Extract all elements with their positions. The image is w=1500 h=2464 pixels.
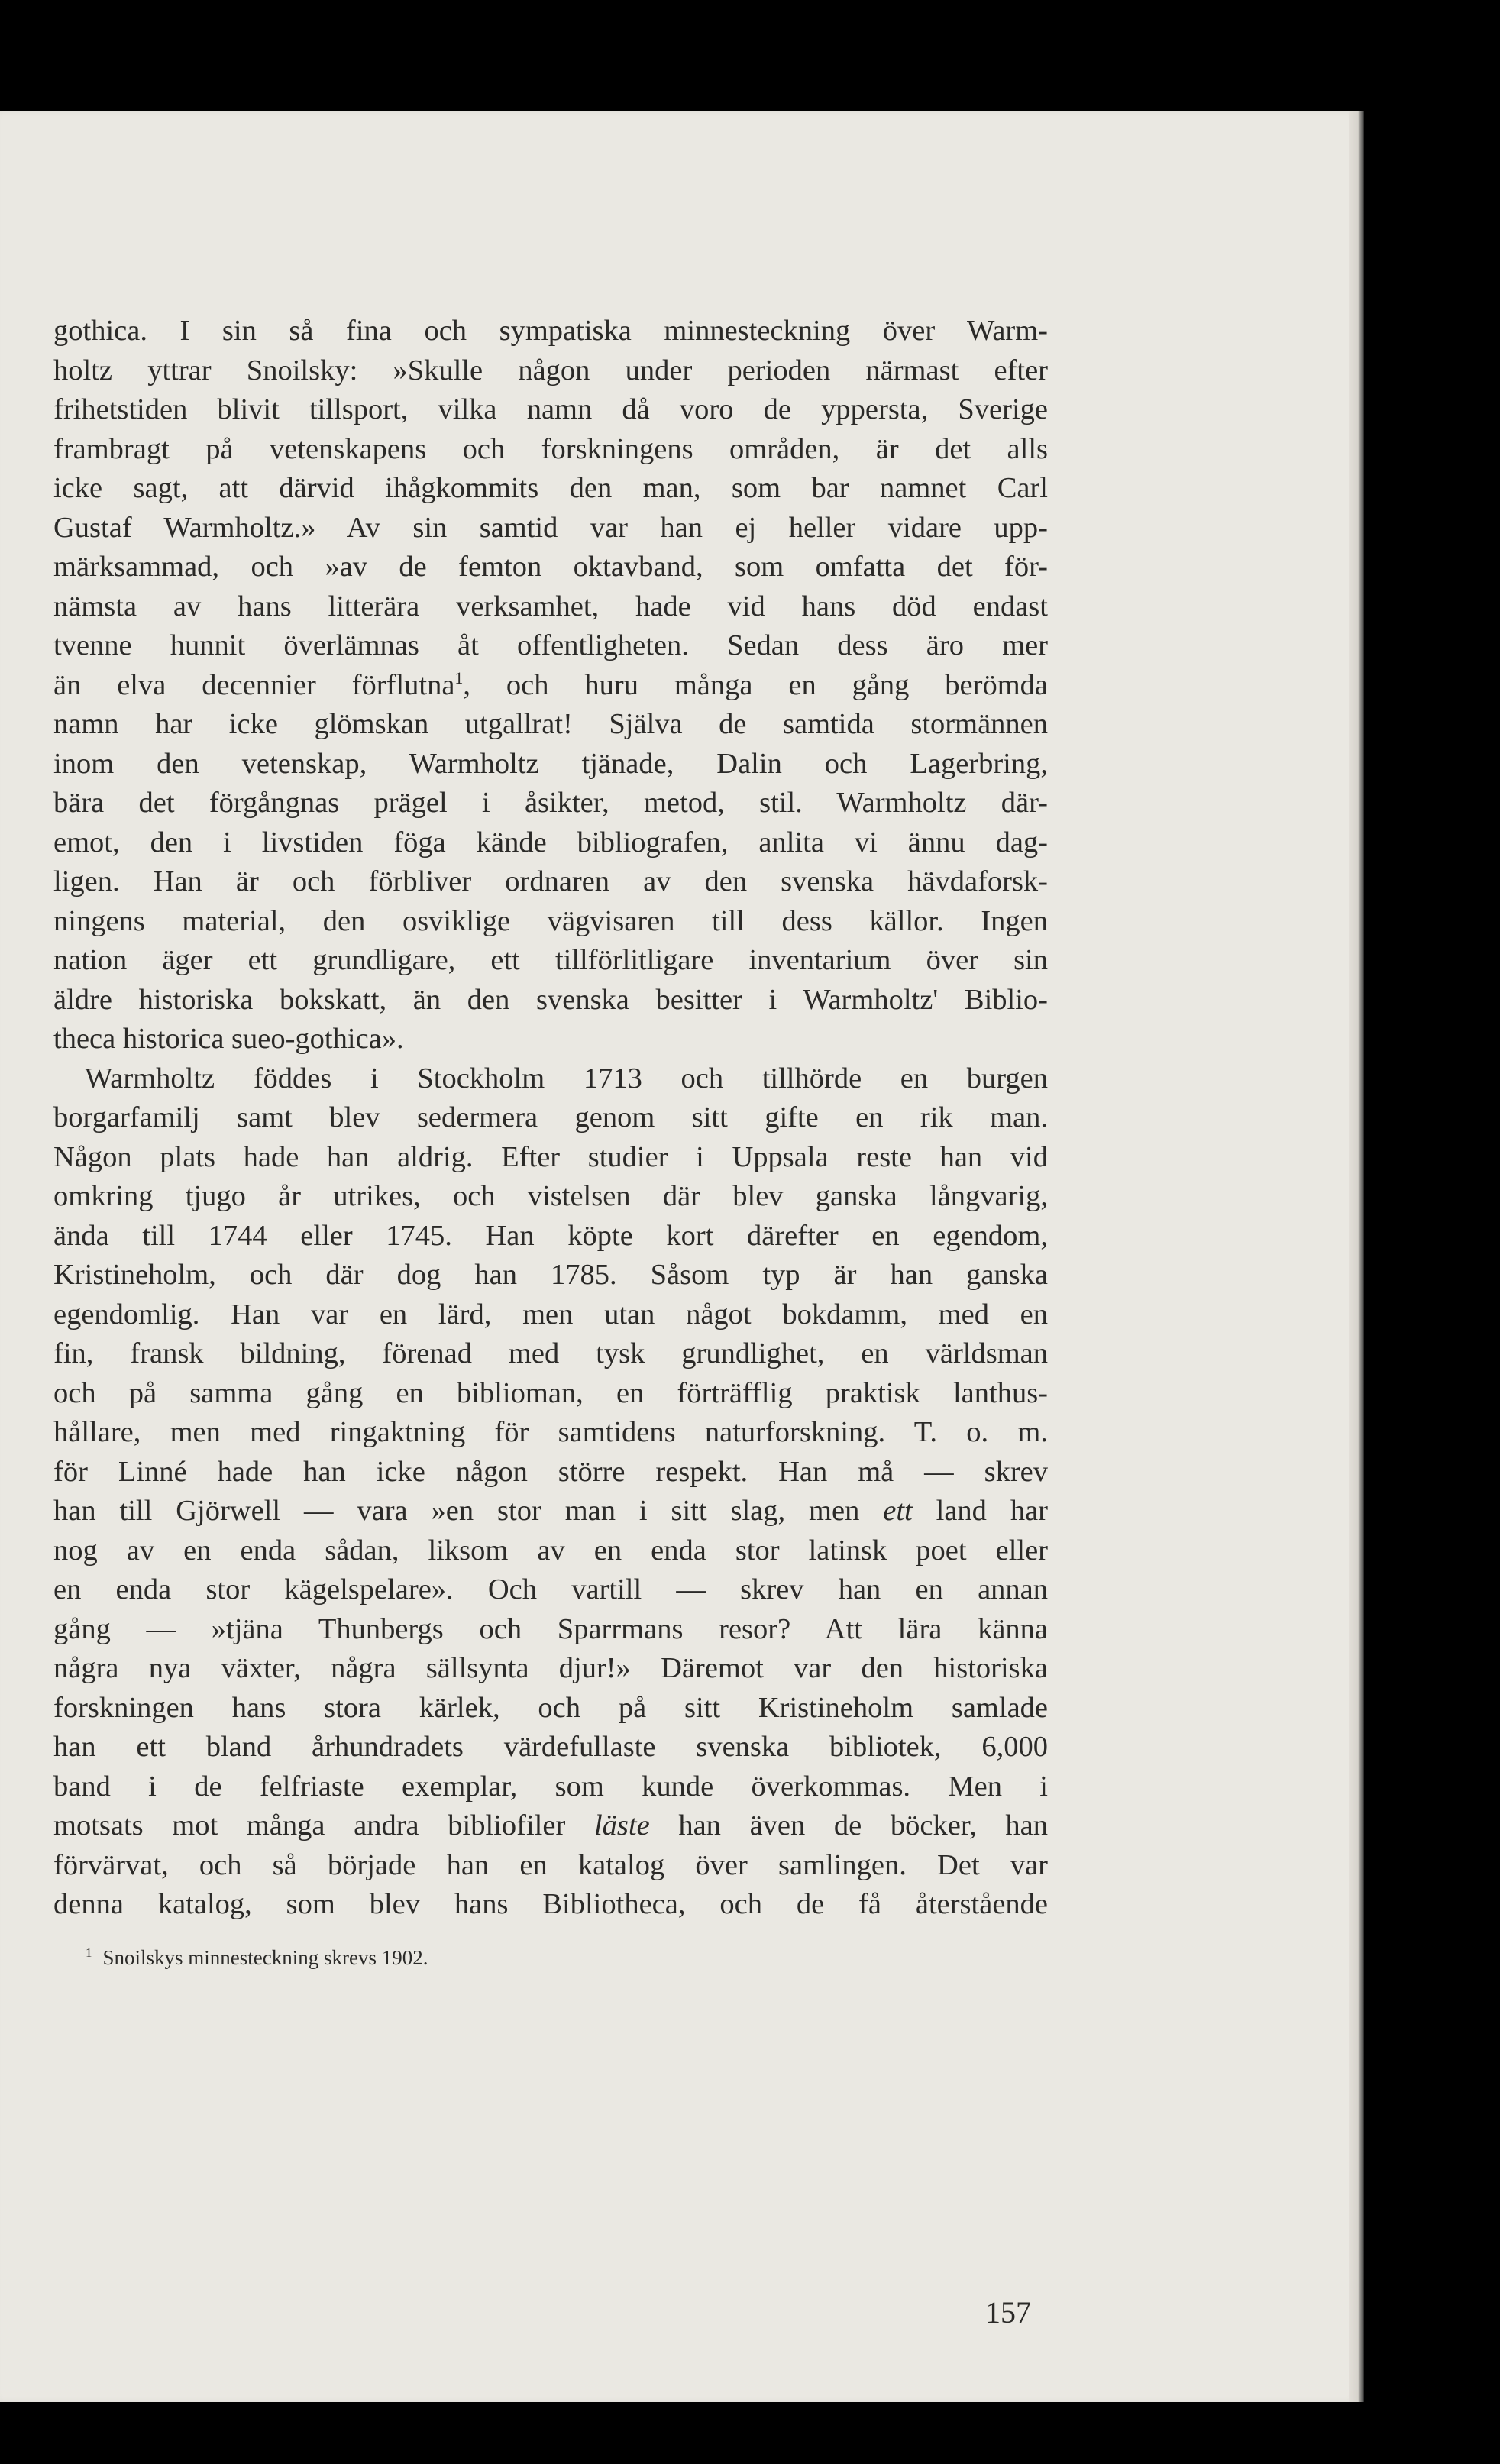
text-segment: än elva decennier förflutna: [53, 668, 455, 701]
text-line: äldre historiska bokskatt, än den svenska besitter i Warmholtz' Biblio-: [53, 983, 1048, 1016]
text-line: nämsta av hans litterära verksamhet, hade vid hans död endast: [53, 590, 1048, 622]
text-line: nation äger ett grundligare, ett tillförlitligare inventarium över sin: [53, 944, 1048, 976]
page-number: 157: [985, 2295, 1031, 2330]
text-line: och på samma gång en biblioman, en förträfflig praktisk lanthus-: [53, 1376, 1048, 1409]
text-line: emot, den i livstiden föga kände bibliografen, anlita vi ännu dag-: [53, 826, 1048, 859]
footnote-marker: 1: [86, 1945, 92, 1960]
text-line: han ett bland århundradets värdefullaste svenska bibliotek, 6,000: [53, 1731, 1048, 1763]
text-line: gothica. I sin så fina och sympatiska minnesteckning över Warm-: [53, 315, 1048, 347]
italic-word: läste: [593, 1809, 650, 1842]
text-line: ligen. Han är och förbliver ordnaren av den svenska hävdaforsk-: [53, 865, 1048, 897]
text-line: Någon plats hade han aldrig. Efter studier i Uppsala reste han vid: [53, 1140, 1048, 1173]
footnote-reference: 1: [454, 668, 464, 687]
text-line: ningens material, den osviklige vägvisaren till dess källor. Ingen: [53, 904, 1048, 937]
body-text: [53, 312, 1048, 1925]
text-line: hållare, men med ringaktning för samtidens naturforskning. T. o. m.: [53, 1416, 1048, 1448]
footnote-text: Snoilskys minnesteckning skrevs 1902.: [102, 1946, 428, 1969]
text-line: frambragt på vetenskapens och forskningens områden, är det alls: [53, 432, 1048, 465]
text-line: fin, fransk bildning, förenad med tysk grundlighet, en världsman: [53, 1337, 1048, 1369]
text-line: förvärvat, och så började han en katalog över samlingen. Det var: [53, 1848, 1048, 1881]
text-line: icke sagt, att därvid ihågkommits den man, som bar namnet Carl: [53, 472, 1048, 504]
text-line: [53, 1492, 1048, 1531]
text-line: egendomlig. Han var en lärd, men utan något bokdamm, med en: [53, 1298, 1048, 1331]
text-line: frihetstiden blivit tillsport, vilka namn då voro de yppersta, Sverige: [53, 393, 1048, 425]
text-line: namn har icke glömskan utgallrat! Själva de samtida stormännen: [53, 708, 1048, 740]
text-line: ända till 1744 eller 1745. Han köpte kort därefter en egendom,: [53, 1219, 1048, 1252]
text-line: nog av en enda sådan, liksom av en enda stor latinsk poet eller: [53, 1534, 1048, 1567]
text-line: denna katalog, som blev hans Bibliotheca, och de få återstående: [53, 1888, 1048, 1920]
text-line: omkring tjugo år utrikes, och vistelsen där blev ganska långvarig,: [53, 1180, 1048, 1212]
text-segment: han till Gjörwell — vara »en stor man i sitt slag, men: [53, 1495, 860, 1527]
text-line: tvenne hunnit överlämnas åt offentligheten. Sedan dess äro mer: [53, 629, 1048, 661]
text-line: gång — »tjäna Thunbergs och Sparrmans resor? Att lära känna: [53, 1612, 1048, 1645]
text-segment: land har: [912, 1495, 1049, 1527]
paragraph-start-line: Warmholtz föddes i Stockholm 1713 och tillhörde en burgen: [85, 1062, 1048, 1095]
italic-word: ett: [883, 1495, 913, 1527]
text-line: forskningen hans stora kärlek, och på sitt Kristineholm samlade: [53, 1691, 1048, 1724]
text-line: Gustaf Warmholtz.» Av sin samtid var han ej heller vidare upp-: [53, 511, 1048, 544]
text-line: borgarfamilj samt blev sedermera genom sitt gifte en rik man.: [53, 1101, 1048, 1133]
text-line: band i de felfriaste exemplar, som kunde överkommas. Men i: [53, 1770, 1048, 1803]
text-line: [53, 1806, 1048, 1846]
text-line: [53, 666, 1048, 706]
text-line: theca historica sueo-gothica».: [53, 1023, 404, 1055]
text-segment: motsats mot många andra bibliofiler: [53, 1809, 566, 1842]
text-segment: han även de böcker, han: [649, 1809, 1049, 1842]
text-line: några nya växter, några sällsynta djur!» Däremot var den historiska: [53, 1652, 1048, 1684]
footnote: [86, 1946, 428, 1970]
text-segment: , och huru många en gång berömda: [463, 668, 1048, 701]
page-edge-shadow: [1349, 111, 1364, 2402]
text-line: holtz yttrar Snoilsky: »Skulle någon under perioden närmast efter: [53, 354, 1048, 386]
text-line: bära det förgångnas prägel i åsikter, metod, stil. Warmholtz där-: [53, 787, 1048, 819]
text-line: Kristineholm, och där dog han 1785. Såsom typ är han ganska: [53, 1259, 1048, 1291]
text-line: märksammad, och »av de femton oktavband, som omfatta det för-: [53, 551, 1048, 583]
text-line: inom den vetenskap, Warmholtz tjänade, Dalin och Lagerbring,: [53, 747, 1048, 780]
text-line: en enda stor kägelspelare». Och vartill — skrev han en annan: [53, 1573, 1048, 1605]
text-line: för Linné hade han icke någon större respekt. Han må — skrev: [53, 1455, 1048, 1488]
